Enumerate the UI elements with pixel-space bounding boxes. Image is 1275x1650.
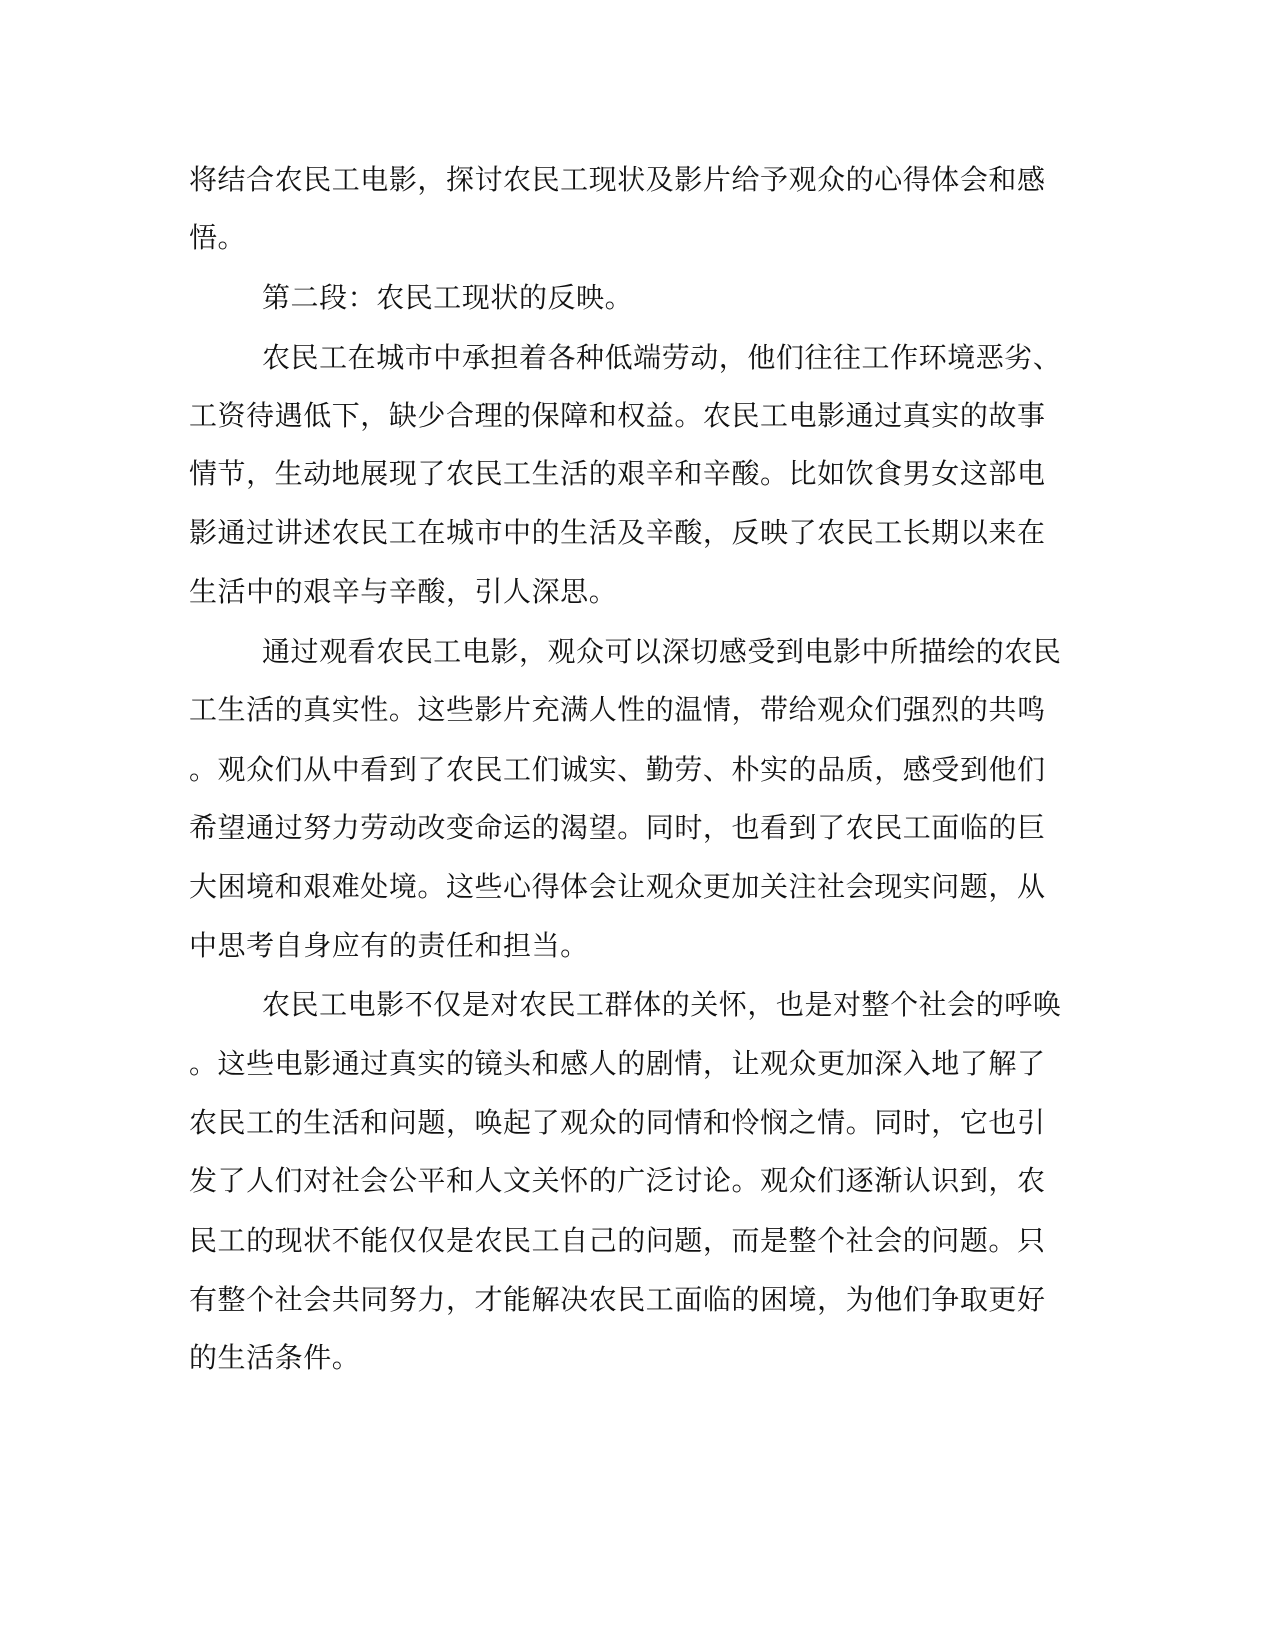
section-heading: 第二段：农民工现状的反映。 [262,281,634,314]
text-line: 情节，生动地展现了农民工生活的艰辛和辛酸。比如饮食男女这部电 [189,457,1046,490]
text-line: 的生活条件。 [189,1341,361,1374]
text-line: 。这些电影通过真实的镜头和感人的剧情，让观众更加深入地了解了 [189,1047,1046,1080]
text-line: 发了人们对社会公平和人文关怀的广泛讨论。观众们逐渐认识到，农 [189,1164,1046,1197]
text-line: 有整个社会共同努力，才能解决农民工面临的困境，为他们争取更好 [189,1283,1046,1316]
text-line: 影通过讲述农民工在城市中的生活及辛酸，反映了农民工长期以来在 [189,516,1046,549]
text-line: 农民工在城市中承担着各种低端劳动，他们往往工作环境恶劣、 [262,341,1062,374]
text-line: 希望通过努力劳动改变命运的渴望。同时，也看到了农民工面临的巨 [189,811,1046,844]
text-line: 农民工的生活和问题，唤起了观众的同情和怜悯之情。同时，它也引 [189,1106,1046,1139]
text-line: 中思考自身应有的责任和担当。 [189,929,589,962]
text-line: 通过观看农民工电影，观众可以深切感受到电影中所描绘的农民 [262,635,1062,668]
text-line: 将结合农民工电影，探讨农民工现状及影片给予观众的心得体会和感 [189,163,1046,196]
text-line: 生活中的艰辛与辛酸，引人深思。 [189,575,618,608]
text-line: 悟。 [189,221,247,254]
text-line: 工资待遇低下，缺少合理的保障和权益。农民工电影通过真实的故事 [189,399,1046,432]
text-line: 大困境和艰难处境。这些心得体会让观众更加关注社会现实问题，从 [189,870,1046,903]
text-line: 农民工电影不仅是对农民工群体的关怀，也是对整个社会的呼唤 [262,988,1062,1021]
text-line: 工生活的真实性。这些影片充满人性的温情，带给观众们强烈的共鸣 [189,693,1046,726]
text-line: 。观众们从中看到了农民工们诚实、勤劳、朴实的品质，感受到他们 [189,753,1046,786]
text-line: 民工的现状不能仅仅是农民工自己的问题，而是整个社会的问题。只 [189,1224,1046,1257]
